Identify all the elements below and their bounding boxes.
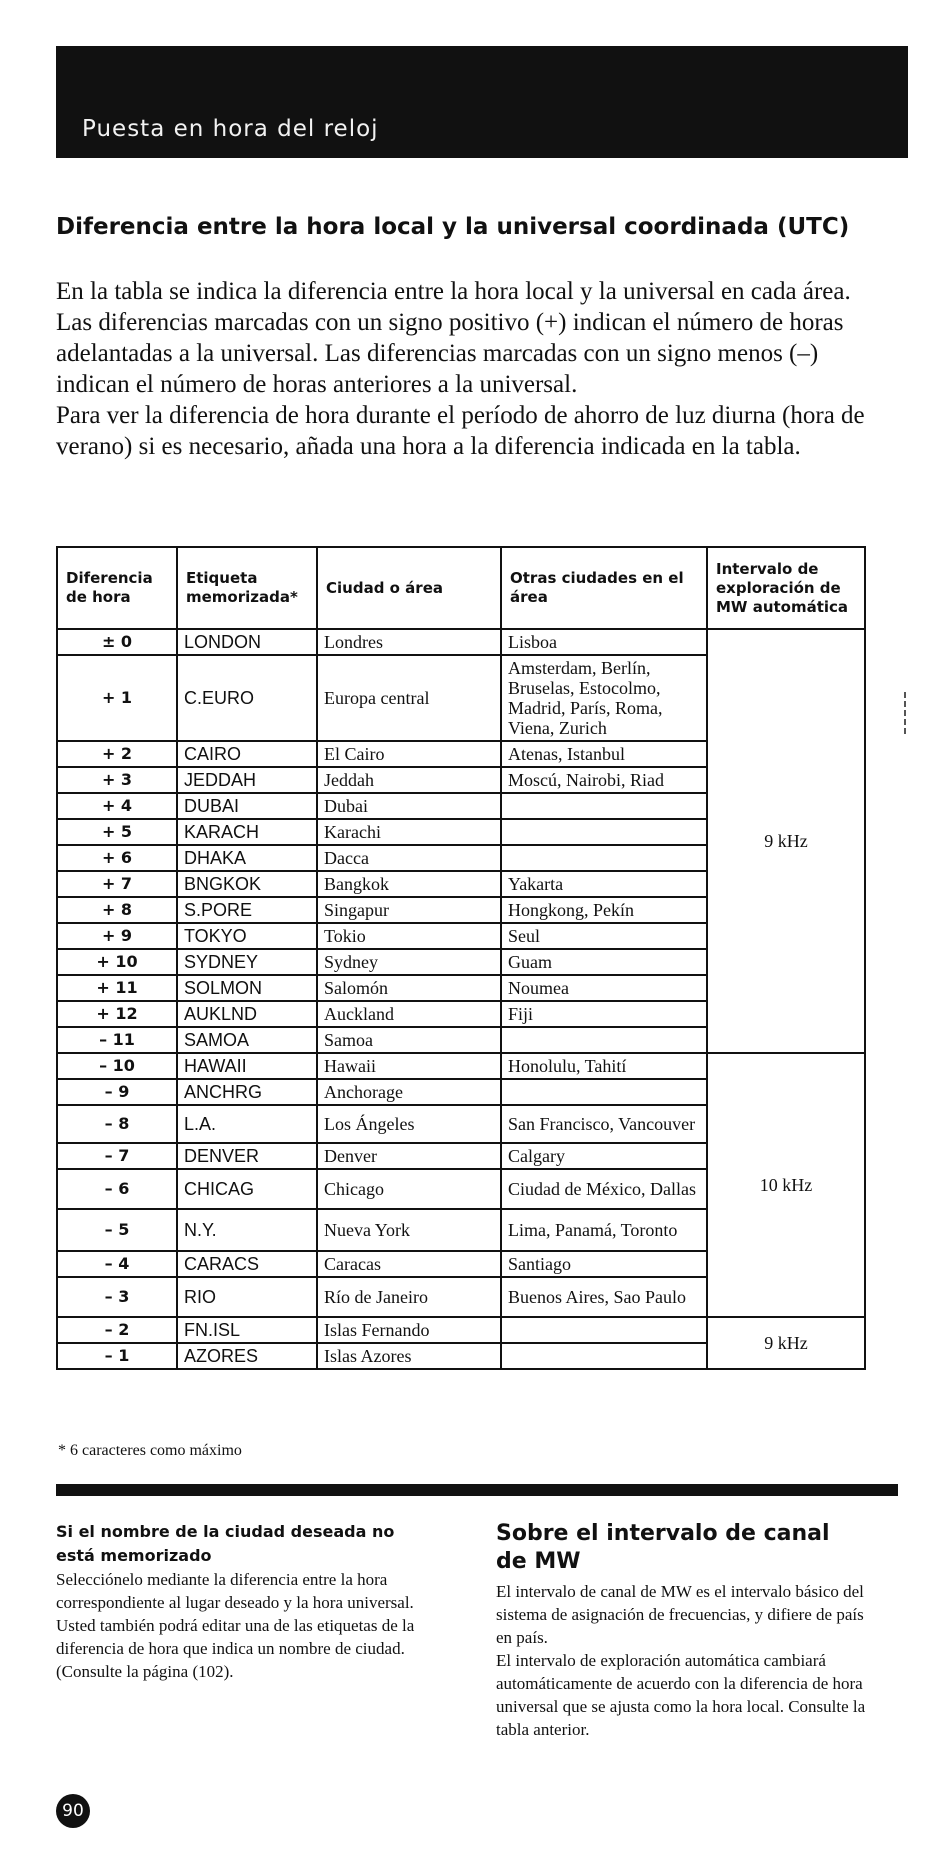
right-heading: Sobre el intervalo de canal de MW xyxy=(496,1521,830,1574)
city-cell: Islas Azores xyxy=(317,1343,501,1369)
header-city: Ciudad o área xyxy=(317,547,501,629)
label-cell: S.PORE xyxy=(177,897,317,923)
city-cell: Anchorage xyxy=(317,1079,501,1105)
table-row xyxy=(57,1317,865,1343)
city-cell: El Cairo xyxy=(317,741,501,767)
footnote: * 6 caracteres como máximo xyxy=(58,1442,242,1459)
diff-cell: + 6 xyxy=(57,845,177,871)
right-paragraph: El intervalo de exploración automática cambiará automáticamente de acuerdo con la diferencia de hora universal que se ajusta como la hora local. Consulte la tabla anterior. xyxy=(496,1651,866,1739)
diff-cell: – 11 xyxy=(57,1027,177,1053)
label-cell: ANCHRG xyxy=(177,1079,317,1105)
label-cell: TOKYO xyxy=(177,923,317,949)
diff-cell: – 1 xyxy=(57,1343,177,1369)
diff-cell: + 8 xyxy=(57,897,177,923)
others-cell: Lima, Panamá, Toronto xyxy=(501,1209,707,1251)
diff-cell: + 11 xyxy=(57,975,177,1001)
label-cell: C.EURO xyxy=(177,655,317,741)
diff-cell: – 9 xyxy=(57,1079,177,1105)
label-cell: HAWAII xyxy=(177,1053,317,1079)
diff-cell: – 3 xyxy=(57,1277,177,1317)
header-bar xyxy=(56,46,908,158)
header-interval: Intervalo de exploración de MW automática xyxy=(707,547,865,629)
others-cell xyxy=(501,793,707,819)
header-others: Otras ciudades en el área xyxy=(501,547,707,629)
diff-cell: – 5 xyxy=(57,1209,177,1251)
city-cell: Singapur xyxy=(317,897,501,923)
others-cell xyxy=(501,1079,707,1105)
label-cell: DENVER xyxy=(177,1143,317,1169)
diff-cell: + 9 xyxy=(57,923,177,949)
city-cell: Denver xyxy=(317,1143,501,1169)
intro-paragraph: En la tabla se indica la diferencia entre la hora local y la universal en cada área. Las diferencias marcadas con un signo positivo (+) indican el número de horas adelantadas a la universal. Las diferencias marcadas con un signo menos (–) indican el número de horas anteriores a la universal. xyxy=(56,278,851,398)
right-column xyxy=(496,1520,866,1741)
right-paragraph: El intervalo de canal de MW es el intervalo básico del sistema de asignación de frecuencias, y difiere de país en país. xyxy=(496,1582,864,1647)
city-cell: Europa central xyxy=(317,655,501,741)
others-cell: Guam xyxy=(501,949,707,975)
label-cell: AUKLND xyxy=(177,1001,317,1027)
diff-cell: + 4 xyxy=(57,793,177,819)
others-cell: Fiji xyxy=(501,1001,707,1027)
page-number: 90 xyxy=(56,1794,90,1828)
city-cell: Los Ángeles xyxy=(317,1105,501,1143)
city-cell: Samoa xyxy=(317,1027,501,1053)
city-cell: Tokio xyxy=(317,923,501,949)
label-cell: SOLMON xyxy=(177,975,317,1001)
label-cell: RIO xyxy=(177,1277,317,1317)
others-cell: Seul xyxy=(501,923,707,949)
label-cell: DUBAI xyxy=(177,793,317,819)
header-title: Puesta en hora del reloj xyxy=(82,116,379,142)
city-cell: Hawaii xyxy=(317,1053,501,1079)
city-cell: Dacca xyxy=(317,845,501,871)
city-cell: Karachi xyxy=(317,819,501,845)
diff-cell: – 2 xyxy=(57,1317,177,1343)
label-cell: BNGKOK xyxy=(177,871,317,897)
interval-cell: 9 kHz xyxy=(707,1317,865,1369)
divider-rule xyxy=(56,1484,898,1496)
diff-cell: + 1 xyxy=(57,655,177,741)
header-label: Etiqueta memorizada* xyxy=(177,547,317,629)
left-paragraph: Usted también podrá editar una de las etiquetas de la diferencia de hora que indica un nombre de ciudad. (Consulte la página (102). xyxy=(56,1616,415,1681)
table-header-row xyxy=(57,547,865,629)
label-cell: CARACS xyxy=(177,1251,317,1277)
table-row xyxy=(57,1053,865,1079)
city-cell: Nueva York xyxy=(317,1209,501,1251)
others-cell xyxy=(501,1317,707,1343)
city-cell: Auckland xyxy=(317,1001,501,1027)
left-heading: Si el nombre de la ciudad deseada no está memorizado xyxy=(56,1522,395,1565)
table-row xyxy=(57,629,865,655)
header-diff: Diferencia de hora xyxy=(57,547,177,629)
others-cell: Buenos Aires, Sao Paulo xyxy=(501,1277,707,1317)
city-cell: Dubai xyxy=(317,793,501,819)
label-cell: AZORES xyxy=(177,1343,317,1369)
others-cell: Ciudad de México, Dallas xyxy=(501,1169,707,1209)
city-cell: Caracas xyxy=(317,1251,501,1277)
left-paragraph: Selecciónelo mediante la diferencia entre la hora correspondiente al lugar deseado y la hora universal. xyxy=(56,1570,414,1612)
diff-cell: + 5 xyxy=(57,819,177,845)
label-cell: CAIRO xyxy=(177,741,317,767)
others-cell xyxy=(501,1343,707,1369)
diff-cell: + 10 xyxy=(57,949,177,975)
diff-cell: – 7 xyxy=(57,1143,177,1169)
others-cell: Hongkong, Pekín xyxy=(501,897,707,923)
city-cell: Sydney xyxy=(317,949,501,975)
edge-mark xyxy=(904,692,908,734)
others-cell: Atenas, Istanbul xyxy=(501,741,707,767)
label-cell: JEDDAH xyxy=(177,767,317,793)
label-cell: SAMOA xyxy=(177,1027,317,1053)
others-cell xyxy=(501,1027,707,1053)
city-cell: Chicago xyxy=(317,1169,501,1209)
others-cell: Lisboa xyxy=(501,629,707,655)
diff-cell: + 12 xyxy=(57,1001,177,1027)
others-cell: Noumea xyxy=(501,975,707,1001)
intro-text xyxy=(56,276,886,462)
diff-cell: – 4 xyxy=(57,1251,177,1277)
others-cell: Amsterdam, Berlín, Bruselas, Estocolmo, Madrid, París, Roma, Viena, Zurich xyxy=(501,655,707,741)
utc-table xyxy=(56,546,866,1370)
others-cell: San Francisco, Vancouver xyxy=(501,1105,707,1143)
diff-cell: – 10 xyxy=(57,1053,177,1079)
others-cell xyxy=(501,819,707,845)
city-cell: Islas Fernando xyxy=(317,1317,501,1343)
others-cell xyxy=(501,845,707,871)
label-cell: LONDON xyxy=(177,629,317,655)
city-cell: Salomón xyxy=(317,975,501,1001)
others-cell: Honolulu, Tahití xyxy=(501,1053,707,1079)
interval-cell: 9 kHz xyxy=(707,629,865,1053)
diff-cell: ± 0 xyxy=(57,629,177,655)
others-cell: Yakarta xyxy=(501,871,707,897)
city-cell: Bangkok xyxy=(317,871,501,897)
city-cell: Londres xyxy=(317,629,501,655)
diff-cell: + 2 xyxy=(57,741,177,767)
label-cell: SYDNEY xyxy=(177,949,317,975)
city-cell: Jeddah xyxy=(317,767,501,793)
others-cell: Moscú, Nairobi, Riad xyxy=(501,767,707,793)
others-cell: Calgary xyxy=(501,1143,707,1169)
label-cell: L.A. xyxy=(177,1105,317,1143)
label-cell: KARACH xyxy=(177,819,317,845)
others-cell: Santiago xyxy=(501,1251,707,1277)
diff-cell: – 6 xyxy=(57,1169,177,1209)
diff-cell: + 7 xyxy=(57,871,177,897)
left-column xyxy=(56,1520,426,1683)
label-cell: CHICAG xyxy=(177,1169,317,1209)
label-cell: FN.ISL xyxy=(177,1317,317,1343)
diff-cell: + 3 xyxy=(57,767,177,793)
city-cell: Río de Janeiro xyxy=(317,1277,501,1317)
intro-paragraph: Para ver la diferencia de hora durante el período de ahorro de luz diurna (hora de verano) si es necesario, añada una hora a la diferencia indicada en la tabla. xyxy=(56,402,865,460)
section-heading: Diferencia entre la hora local y la universal coordinada (UTC) xyxy=(56,214,850,240)
label-cell: DHAKA xyxy=(177,845,317,871)
interval-cell: 10 kHz xyxy=(707,1053,865,1317)
diff-cell: – 8 xyxy=(57,1105,177,1143)
label-cell: N.Y. xyxy=(177,1209,317,1251)
